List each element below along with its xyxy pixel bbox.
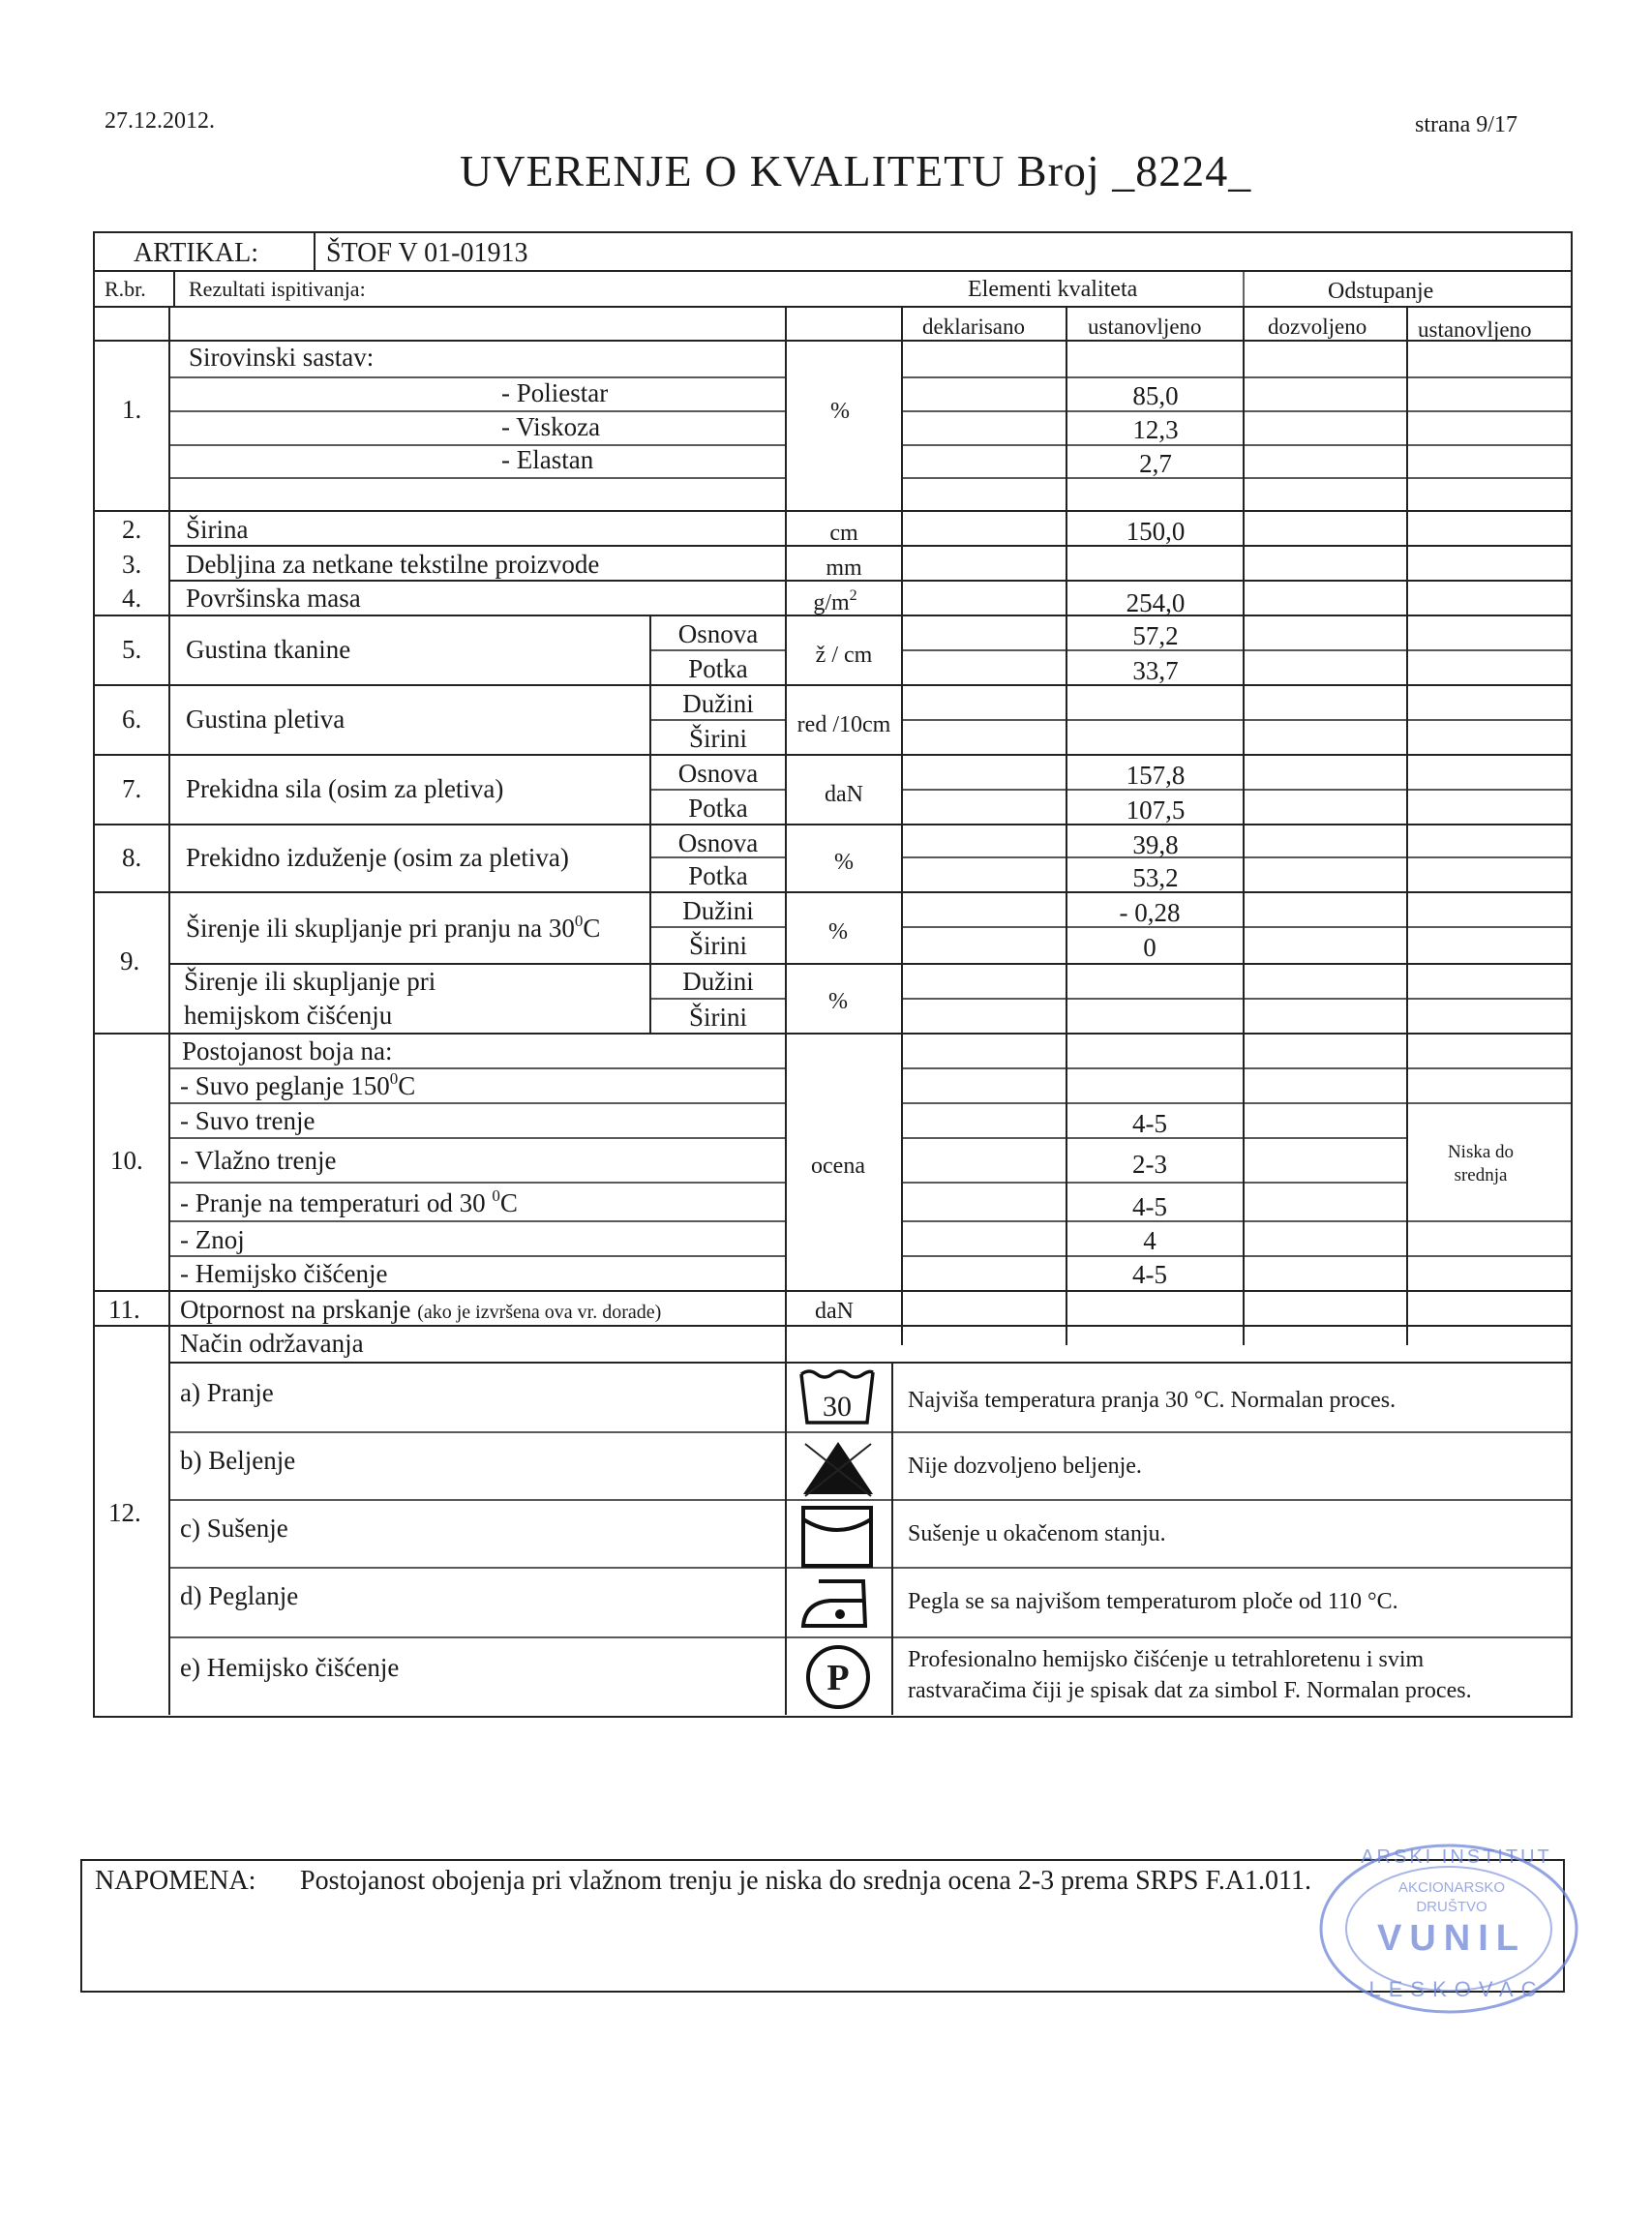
row-1 [122, 343, 1179, 478]
fastness-label: - Vlažno trenje [180, 1146, 337, 1175]
component-label: - Elastan [501, 445, 594, 474]
row-value: - 0,28 [1119, 898, 1181, 927]
sub-label: Osnova [677, 759, 759, 788]
svg-text:P: P [826, 1658, 850, 1698]
page-number: strana 9/17 [1415, 112, 1517, 137]
row-unit: red /10cm [796, 712, 891, 737]
sub-label: Potka [688, 654, 748, 683]
fastness-value: 4-5 [1132, 1192, 1167, 1221]
row-label: Površinska masa [186, 584, 361, 613]
row-unit: % [830, 399, 850, 424]
row-number: 3. [122, 550, 142, 579]
row-value: 0 [1143, 933, 1156, 962]
care-text: rastvaračima čiji je spisak dat za simbol F. Normalan proces. [908, 1678, 1472, 1703]
care-text: Profesionalno hemijsko čišćenje u tetrahloretenu i svim [908, 1647, 1425, 1672]
care-text: Pegla se sa najvišom temperaturom ploče od 110 °C. [908, 1589, 1398, 1614]
fastness-label: - Pranje na temperaturi od 30 [180, 1188, 493, 1217]
row-label: Širenje ili skupljanje pri [184, 967, 436, 996]
row-value: 157,8 [1126, 761, 1186, 790]
row-10 [110, 1036, 1514, 1289]
sub-label: Osnova [677, 619, 759, 648]
row-unit: ocena [811, 1154, 865, 1179]
row-number: 8. [122, 843, 142, 872]
sub-label: Dužini [682, 689, 754, 718]
rows-2-4 [122, 515, 1185, 617]
row-unit: % [828, 989, 848, 1014]
no-bleach-icon [803, 1442, 873, 1496]
svg-text:- Suvo peglanje 1500C [180, 1069, 415, 1100]
degree-superscript: 0 [574, 912, 584, 930]
row-value: 53,2 [1132, 863, 1179, 892]
fastness-value: 2-3 [1132, 1150, 1167, 1179]
row-unit: g/m [813, 590, 850, 615]
line-dry-icon [803, 1508, 871, 1566]
sub-label: Širini [688, 1003, 748, 1032]
unit-superscript: 2 [849, 587, 857, 604]
col-established: ustanovljeno [1088, 315, 1202, 339]
row-number: 1. [122, 395, 142, 424]
row-value: 39,8 [1132, 830, 1179, 859]
row-label: hemijskom čišćenju [184, 1001, 393, 1030]
col-results: Rezultati ispitivanja: [189, 277, 366, 301]
row-title: Način održavanja [180, 1329, 364, 1358]
care-text: Nije dozvoljeno beljenje. [908, 1454, 1142, 1479]
document-date: 27.12.2012. [105, 108, 215, 134]
row-unit: % [834, 850, 854, 875]
row-label: Otpornost na prskanje [180, 1295, 411, 1324]
component-label: - Viskoza [501, 412, 601, 441]
row-number: 9. [120, 946, 140, 975]
row-number: 2. [122, 515, 142, 544]
row-unit: mm [826, 555, 862, 581]
sub-label: Širini [688, 724, 748, 753]
component-label: - Poliestar [501, 378, 609, 407]
row-12 [108, 1329, 1472, 1707]
row-label: Debljina za netkane tekstilne proizvode [186, 550, 600, 579]
fastness-value: 4-5 [1132, 1109, 1167, 1138]
svg-text:30: 30 [823, 1391, 852, 1423]
stamp-line: ARSKI INSTITUT [1361, 1846, 1552, 1868]
sub-label: Širini [688, 931, 748, 960]
stamp-line: VUNIL [1377, 1918, 1526, 1959]
row-title: Sirovinski sastav: [189, 343, 375, 372]
care-label: a) Pranje [180, 1378, 274, 1407]
component-value: 85,0 [1132, 381, 1179, 410]
row-number: 7. [122, 774, 142, 803]
col-quality: Elementi kvaliteta [968, 277, 1138, 302]
component-value: 2,7 [1139, 449, 1172, 478]
fastness-label: - Znoj [180, 1225, 245, 1254]
unit-c: C [583, 914, 601, 943]
row-number: 10. [110, 1146, 143, 1175]
row-number: 12. [108, 1498, 141, 1527]
row-unit: ž / cm [815, 643, 873, 668]
sub-label: Osnova [677, 828, 759, 857]
row-11 [108, 1295, 854, 1324]
svg-text:g/m2 [813, 587, 856, 615]
degree-superscript: 0 [389, 1069, 399, 1088]
fastness-value: 4 [1143, 1226, 1156, 1255]
row-unit: daN [815, 1299, 854, 1324]
row-number: 11. [108, 1295, 140, 1324]
col-deviation: Odstupanje [1328, 279, 1434, 304]
col-allowed: dozvoljeno [1268, 315, 1367, 339]
dry-clean-p-icon [808, 1647, 868, 1707]
svg-text:Otpornost na prskanje (ako je [180, 1295, 661, 1324]
row-label: Gustina pletiva [186, 705, 345, 734]
sub-label: Potka [688, 861, 748, 890]
fastness-label: - Suvo peglanje 150 [180, 1071, 390, 1100]
sub-label: Potka [688, 794, 748, 823]
row-value: 150,0 [1126, 517, 1186, 546]
iron-one-dot-icon [803, 1581, 865, 1626]
row-unit: % [828, 919, 848, 945]
component-value: 12,3 [1132, 415, 1179, 444]
care-label: b) Beljenje [180, 1446, 296, 1475]
wash-30-icon [801, 1371, 873, 1423]
row-unit: cm [829, 521, 858, 546]
company-stamp [1311, 1834, 1587, 2023]
care-label: e) Hemijsko čišćenje [180, 1653, 400, 1682]
care-label: d) Peglanje [180, 1581, 299, 1610]
svg-text:Širenje ili skupljanje pri pra [186, 912, 600, 943]
stamp-line: LESKOVAC [1368, 1977, 1545, 2001]
unit-c: C [398, 1071, 416, 1100]
row-value: 254,0 [1126, 588, 1186, 617]
row-label: Prekidno izduženje (osim za pletiva) [186, 843, 569, 872]
sub-label: Dužini [682, 896, 754, 925]
row-value: 33,7 [1132, 656, 1179, 685]
col-rbr: R.br. [105, 277, 146, 301]
care-label: c) Sušenje [180, 1514, 288, 1543]
row-label: Širenje ili skupljanje pri pranju na 30 [186, 914, 575, 943]
deviation-note: srednja [1454, 1165, 1508, 1185]
svg-text:- Pranje na temperaturi od 3 [180, 1186, 518, 1217]
care-text: Sušenje u okačenom stanju. [908, 1521, 1166, 1546]
document-title: UVERENJE O KVALITETU Broj _8224_ [460, 146, 1252, 195]
row-title: Postojanost boja na: [182, 1036, 393, 1065]
note-text: Postojanost obojenja pri vlažnom trenju je niska do srednja ocena 2-3 prema SRPS F.A1.011. [300, 1866, 1312, 1896]
row-label: Prekidna sila (osim za pletiva) [186, 774, 504, 803]
fastness-label: - Suvo trenje [180, 1106, 315, 1135]
row-number: 5. [122, 635, 142, 664]
row-value: 107,5 [1126, 795, 1186, 825]
care-text: Najviša temperatura pranja 30 °C. Normalan proces. [908, 1388, 1397, 1413]
degree-superscript: 0 [492, 1186, 500, 1205]
col-established-dev: ustanovljeno [1418, 317, 1532, 342]
row-value: 57,2 [1132, 621, 1179, 650]
row-number: 6. [122, 705, 142, 734]
col-declared: deklarisano [922, 315, 1026, 339]
row-number: 4. [122, 584, 142, 613]
sub-label: Dužini [682, 967, 754, 996]
fastness-value: 4-5 [1132, 1260, 1167, 1289]
row-label: Širina [186, 515, 249, 544]
unit-c: C [499, 1188, 518, 1217]
article-value: ŠTOF V 01-01913 [326, 238, 528, 268]
fastness-label: - Hemijsko čišćenje [180, 1259, 388, 1288]
row-label: Gustina tkanine [186, 635, 351, 664]
row-unit: daN [825, 782, 863, 807]
stamp-line: AKCIONARSKO [1397, 1879, 1506, 1896]
row-label-note: (ako je izvršena ova vr. dorade) [417, 1302, 662, 1323]
article-label: ARTIKAL: [134, 238, 258, 268]
deviation-note: Niska do [1447, 1142, 1515, 1162]
stamp-line: DRUŠTVO [1416, 1899, 1487, 1915]
note-label: NAPOMENA: [95, 1866, 256, 1896]
